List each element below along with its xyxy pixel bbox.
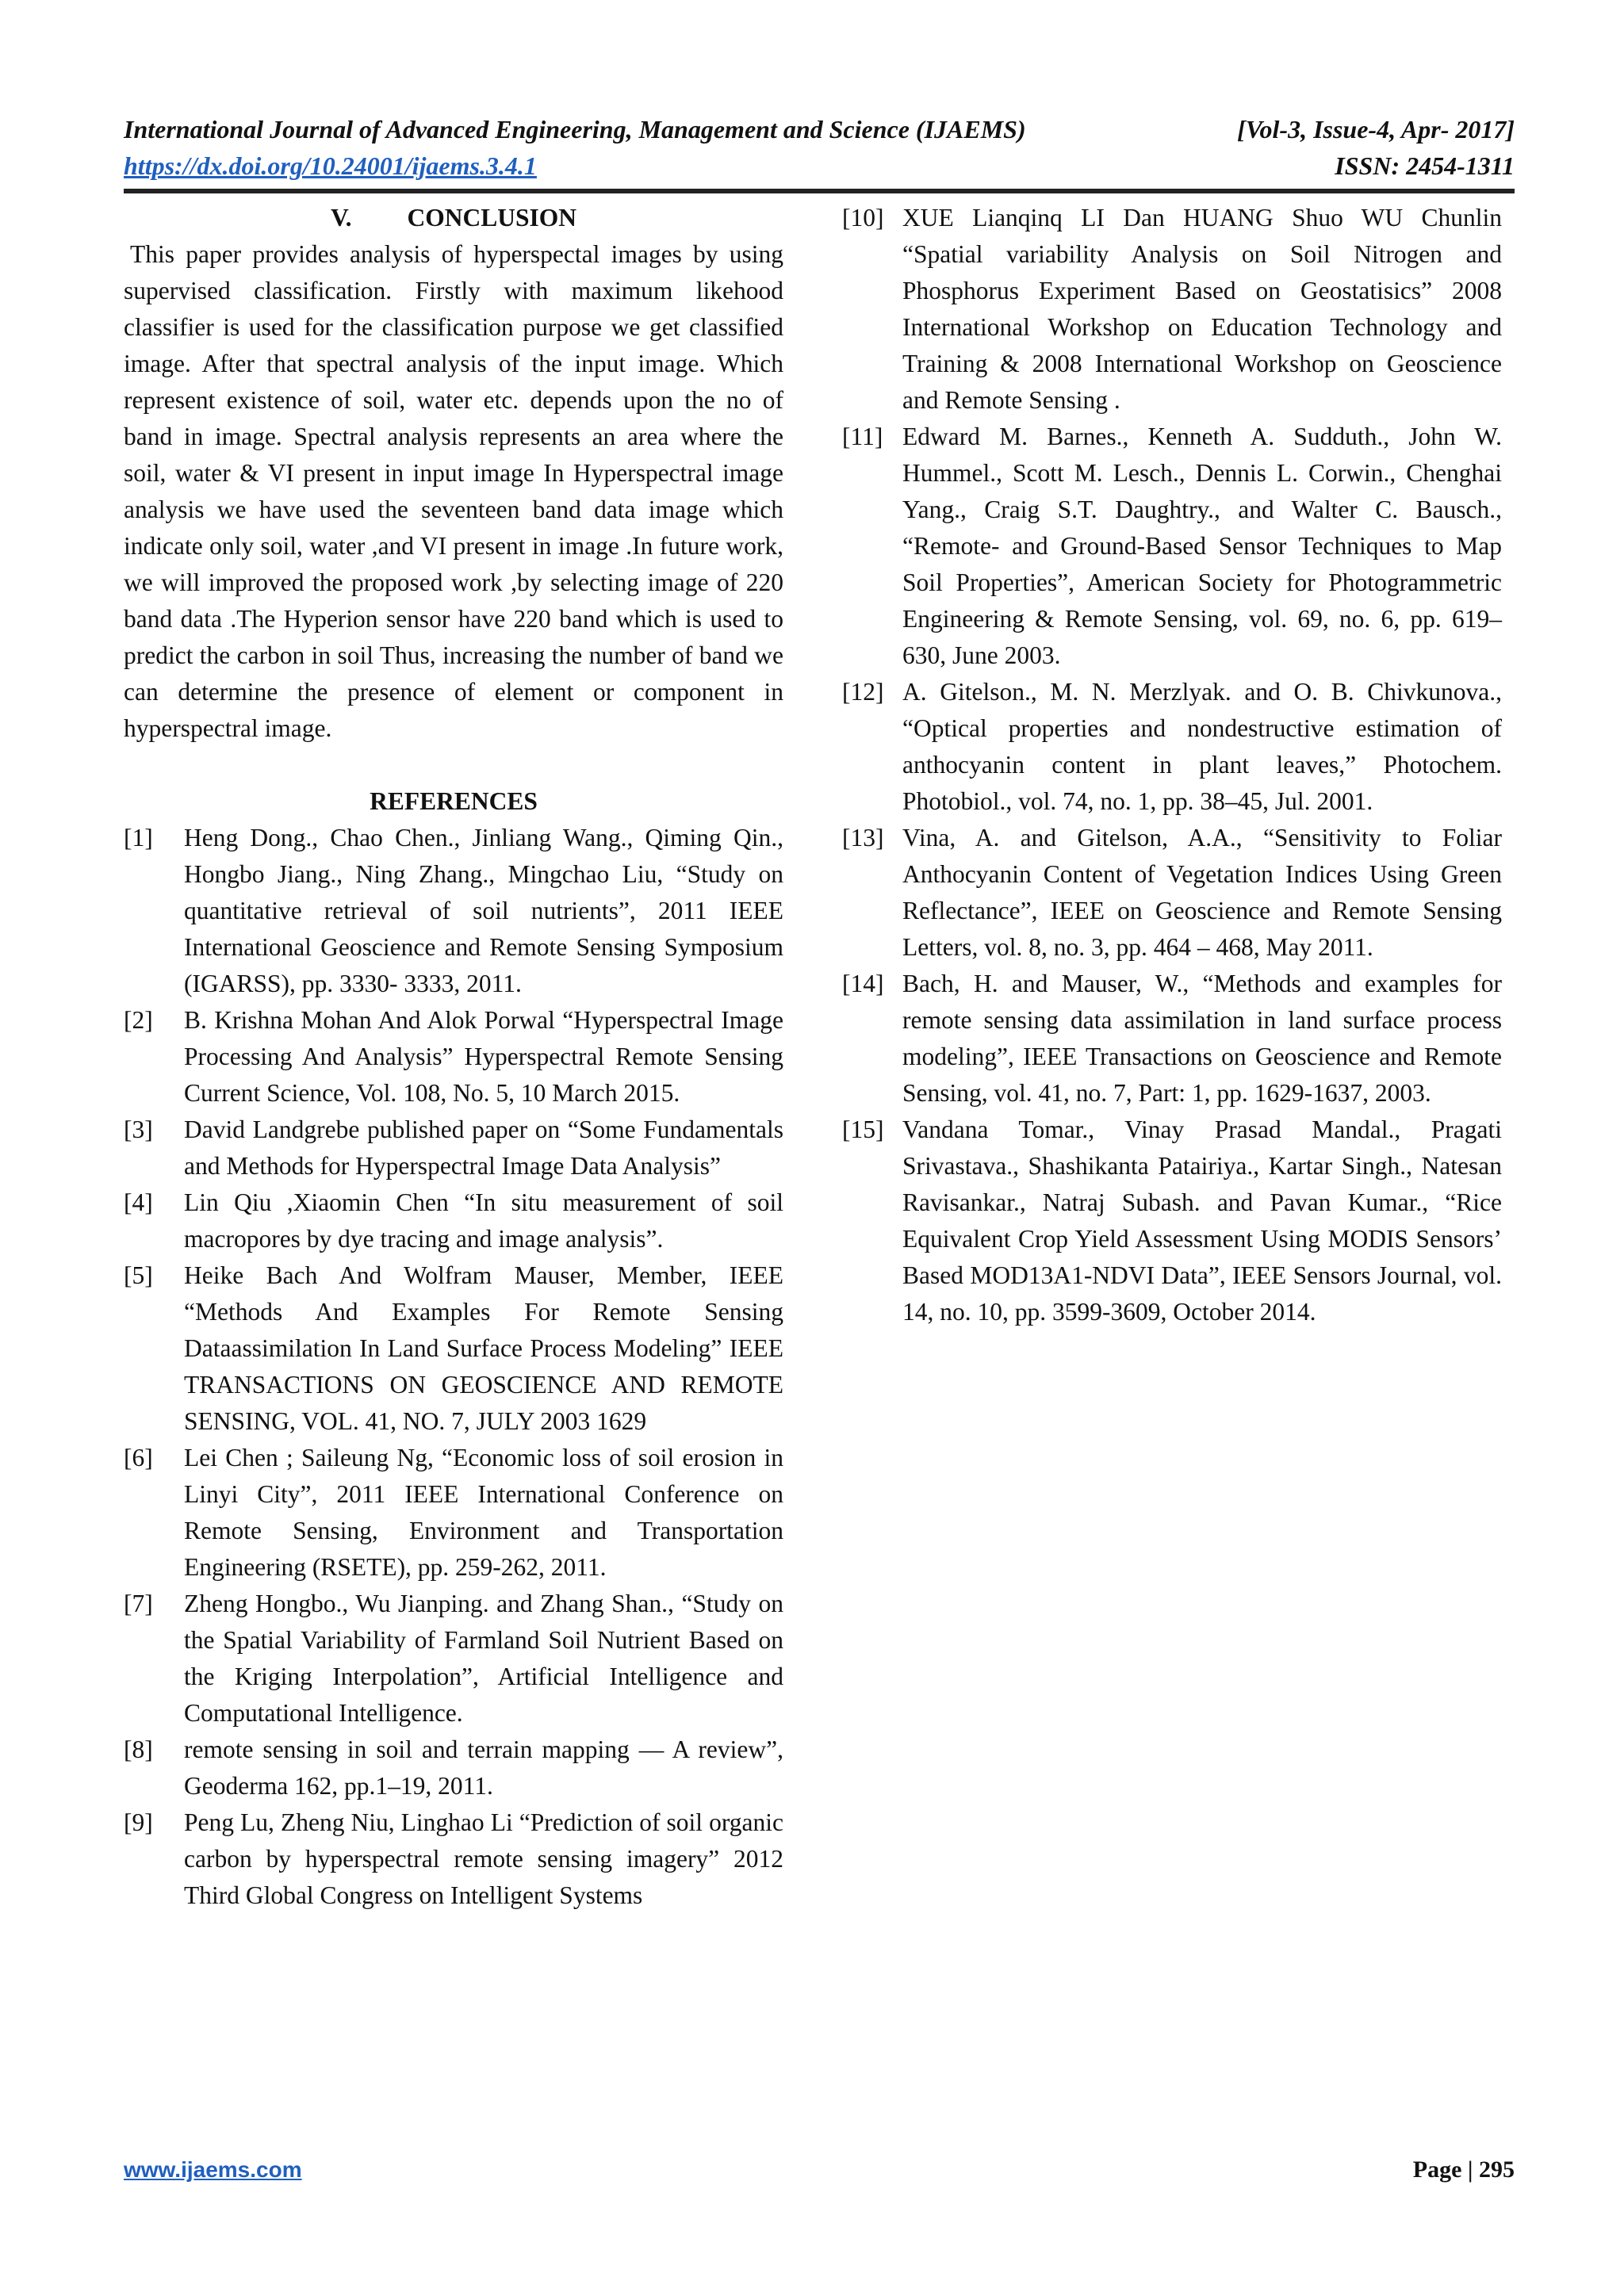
reference-number: [2] [124,1006,153,1034]
reference-item [842,419,1502,674]
reference-text: Peng Lu, Zheng Niu, Linghao Li “Prediction of soil organic carbon by hyperspectral remote sensing imagery” 2012 Third Global Congress on Intelligent Systems [184,1808,783,1909]
reference-item [842,674,1502,820]
reference-item [124,1257,783,1440]
volume-info: [Vol-3, Issue-4, Apr- 2017] [1237,115,1515,144]
reference-number: [5] [124,1261,153,1289]
reference-item [124,1804,783,1914]
page-header [124,111,1515,184]
reference-number: [7] [124,1590,153,1617]
reference-number: [12] [842,678,884,706]
section-number: V. [330,204,352,232]
reference-text: Edward M. Barnes., Kenneth A. Sudduth., John W. Hummel., Scott M. Lesch., Dennis L. Corwin., Chenghai Yang., Craig S.T. Daughtry., and Walter C. Bausch., “Remote- and Ground-Based Sensor Techniques to Map Soil Properties”, American Society for Photogrammetric Engineering & Remote Sensing, vol. 69, no. 6, pp. 619–630, June 2003. [902,423,1502,669]
reference-text: XUE Lianqinq LI Dan HUANG Shuo WU Chunlin “Spatial variability Analysis on Soil Nitrogen and Phosphorus Experiment Based on Geostatisics” 2008 International Workshop on Education Technology and Training & 2008 International Workshop on Geoscience and Remote Sensing . [902,204,1502,414]
reference-number: [6] [124,1444,153,1471]
reference-text: Lei Chen ; Saileung Ng, “Economic loss of soil erosion in Linyi City”, 2011 IEEE International Conference on Remote Sensing, Environment and Transportation Engineering (RSETE), pp. 259-262, 2011. [184,1444,783,1581]
reference-text: remote sensing in soil and terrain mapping — A review”, Geoderma 162, pp.1–19, 2011. [184,1735,783,1800]
right-column [842,200,1502,1330]
reference-text: Lin Qiu ,Xiaomin Chen “In situ measurement of soil macropores by dye tracing and image analysis”. [184,1188,783,1253]
reference-item [124,820,783,1002]
reference-text: B. Krishna Mohan And Alok Porwal “Hyperspectral Image Processing And Analysis” Hyperspectral Remote Sensing Current Science, Vol. 108, No. 5, 10 March 2015. [184,1006,783,1107]
references-heading: REFERENCES [370,787,538,815]
header-row-1 [124,111,1515,147]
reference-item [842,200,1502,419]
reference-item [124,1002,783,1112]
reference-number: [9] [124,1808,153,1836]
reference-number: [10] [842,204,884,232]
website-link[interactable]: www.ijaems.com [124,2157,302,2182]
reference-text: Bach, H. and Mauser, W., “Methods and examples for remote sensing data assimilation in land surface process modeling”, IEEE Transactions on Geoscience and Remote Sensing, vol. 41, no. 7, Part: 1, pp. 1629-1637, 2003. [902,970,1502,1107]
reference-text: A. Gitelson., M. N. Merzlyak. and O. B. Chivkunova., “Optical properties and nondestructive estimation of anthocyanin content in plant leaves,” Photochem. Photobiol., vol. 74, no. 1, pp. 38–45, Jul. 2001. [902,678,1502,815]
references-list-right [842,200,1502,1330]
references-list-left [124,820,783,1914]
reference-item [124,1732,783,1804]
reference-item [124,1184,783,1257]
conclusion-text: This paper provides analysis of hyperspectal images by using supervised classification. Firstly with maximum likehood classifier is used for the classification purpose we get classified image. After that spectral analysis of the input image. Which represent existence of soil, water etc. depends upon the no of band in image. Spectral analysis represents an area where the soil, water & VI present in input image In Hyperspectral image analysis we have used the seventeen band data image which indicate only soil, water ,and VI present in image .In future work, we will improved the proposed work ,by selecting image of 220 band data .The Hyperion sensor have 220 band which is used to predict the carbon in soil Thus, increasing the number of band we can determine the presence of element or component in hyperspectral image. [124,240,783,742]
reference-text: Heike Bach And Wolfram Mauser, Member, IEEE “Methods And Examples For Remote Sensing Dataassimilation In Land Surface Process Modeling” IEEE TRANSACTIONS ON GEOSCIENCE AND REMOTE SENSING, VOL. 41, NO. 7, JULY 2003 1629 [184,1261,783,1435]
left-column [124,200,783,1914]
reference-item [842,966,1502,1112]
reference-number: [4] [124,1188,153,1216]
reference-number: [3] [124,1115,153,1143]
reference-text: Zheng Hongbo., Wu Jianping. and Zhang Shan., “Study on the Spatial Variability of Farmland Soil Nutrient Based on the Kriging Interpolation”, Artificial Intelligence and Computational Intelligence. [184,1590,783,1727]
reference-number: [13] [842,824,884,851]
reference-number: [14] [842,970,884,997]
page-number: Page | 295 [1412,2156,1515,2183]
reference-item [842,820,1502,966]
doi-link[interactable]: https://dx.doi.org/10.24001/ijaems.3.4.1 [124,151,537,180]
reference-number: [8] [124,1735,153,1763]
header-rule [124,189,1515,193]
reference-item [124,1112,783,1184]
page-footer [124,2156,1515,2183]
conclusion-heading [124,200,783,236]
reference-item [124,1440,783,1586]
reference-text: Vandana Tomar., Vinay Prasad Mandal., Pragati Srivastava., Shashikanta Patairiya., Kartar Singh., Natesan Ravisankar., Natraj Subash. and Pavan Kumar., “Rice Equivalent Crop Yield Assessment Using MODIS Sensors’ Based MOD13A1-NDVI Data”, IEEE Sensors Journal, vol. 14, no. 10, pp. 3599-3609, October 2014. [902,1115,1502,1326]
reference-number: [1] [124,824,153,851]
journal-title: International Journal of Advanced Engineering, Management and Science (IJAEMS) [124,115,1026,144]
reference-text: David Landgrebe published paper on “Some Fundamentals and Methods for Hyperspectral Image Data Analysis” [184,1115,783,1180]
reference-item [842,1112,1502,1330]
reference-number: [11] [842,423,883,450]
section-title: CONCLUSION [407,204,577,232]
header-row-2 [124,147,1515,184]
reference-item [124,1586,783,1732]
reference-text: Vina, A. and Gitelson, A.A., “Sensitivity to Foliar Anthocyanin Content of Vegetation Indices Using Green Reflectance”, IEEE on Geoscience and Remote Sensing Letters, vol. 8, no. 3, pp. 464 – 468, May 2011. [902,824,1502,961]
spacer [124,747,783,783]
issn: ISSN: 2454-1311 [1335,151,1515,180]
reference-text: Heng Dong., Chao Chen., Jinliang Wang., Qiming Qin., Hongbo Jiang., Ning Zhang., Mingchao Liu, “Study on quantitative retrieval of soil nutrients”, 2011 IEEE International Geoscience and Remote Sensing Symposium (IGARSS), pp. 3330- 3333, 2011. [184,824,783,997]
reference-number: [15] [842,1115,884,1143]
